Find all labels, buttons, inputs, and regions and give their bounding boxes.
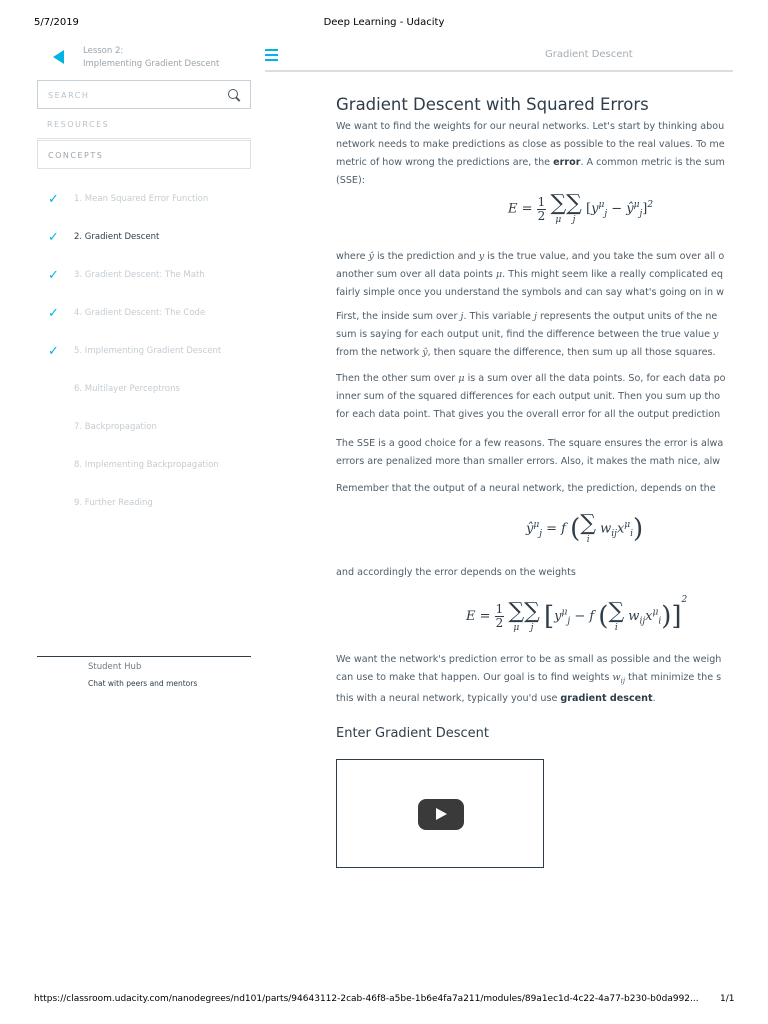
paragraph: First, the inside sum over j. This variable j represents the output units of the ne sum is saying for each output unit, find the difference between the true value y from the network ŷ, then square the difference, then sum up all those squares.	[336, 311, 719, 358]
concept-item[interactable]	[48, 269, 248, 285]
concepts-tab[interactable]	[37, 140, 251, 169]
divider	[37, 656, 251, 657]
search-input[interactable]	[37, 80, 251, 109]
print-title: Deep Learning - Udacity	[323, 17, 445, 28]
check-icon: ✓	[48, 344, 59, 359]
concept-label: 6. Multilayer Perceptrons	[74, 384, 180, 394]
hamburger-menu-icon[interactable]	[265, 49, 278, 64]
concepts-label: CONCEPTS	[48, 151, 104, 160]
concept-item[interactable]	[48, 459, 248, 475]
paragraph: Then the other sum over μ is a sum over all the data points. So, for each data po inner sum of the squared differences for each output unit. Then you sum up tho for each data point. That gives you the overall error for all the output prediction	[336, 373, 726, 420]
concept-label: 9. Further Reading	[74, 498, 153, 508]
check-icon: ✓	[48, 268, 59, 283]
paragraph: We want the network's prediction error to be as small as possible and the weigh can use to make that happen. Our goal is to find weights $w_{ij}$ that minimize the s this with a neural network, typically you'd use gradient descent.	[336, 654, 722, 704]
concept-item[interactable]	[48, 497, 248, 513]
print-page-number: 1/1	[720, 994, 735, 1004]
check-icon: ✓	[48, 192, 59, 207]
video-player[interactable]	[336, 759, 544, 868]
student-hub-subtitle: Chat with peers and mentors	[88, 679, 198, 688]
resources-label: RESOURCES	[47, 120, 110, 129]
concept-label: 7. Backpropagation	[74, 422, 157, 432]
lesson-title: Implementing Gradient Descent	[83, 59, 220, 69]
resources-tab[interactable]	[37, 110, 251, 139]
concept-label: 2. Gradient Descent	[74, 232, 160, 242]
concept-item[interactable]	[48, 231, 248, 247]
back-arrow-icon[interactable]	[53, 50, 64, 64]
check-icon: ✓	[48, 306, 59, 321]
equation-sse: E = $\frac{1}{2}$ ∑ μ ∑ j [$y^\mu_j$ − $ŷ^\mu_j]^2$	[508, 191, 654, 225]
paragraph: The SSE is a good choice for a few reasons. The square ensures the error is alwa errors are penalized more than smaller errors. Also, it makes the math nice, alw	[336, 438, 724, 467]
concept-item[interactable]	[48, 193, 248, 209]
concept-label: 8. Implementing Backpropagation	[74, 460, 219, 470]
concept-label: 3. Gradient Descent: The Math	[74, 270, 205, 280]
print-url: https://classroom.udacity.com/nanodegrees/nd101/parts/94643112-2cab-46f8-a5be-1b6e4fa7a211/modules/89a1ec1d-4c22-4a77-b230-b0da992...	[34, 994, 699, 1004]
search-icon[interactable]	[228, 89, 238, 99]
concept-label: 1. Mean Squared Error Function	[74, 194, 209, 204]
concept-item[interactable]	[48, 307, 248, 323]
page-title: Gradient Descent	[545, 49, 633, 60]
paragraph: We want to find the weights for our neural networks. Let's start by thinking abou network needs to make predictions as close as possible to the real values. To me metric of how wrong the predictions are, the error. A common metric is the sum (SSE):	[336, 121, 725, 186]
lesson-label[interactable]	[83, 45, 219, 71]
lesson-number: Lesson 2:	[83, 46, 124, 56]
check-icon: ✓	[48, 230, 59, 245]
search-label: SEARCH	[48, 91, 90, 100]
concept-item[interactable]	[48, 383, 248, 399]
equation-error-weights: E = $\frac{1}{2}$ ∑ μ ∑ j [$y^\mu_j - f$ (∑ i $w_{ij}x^\mu_i)]^2$	[466, 595, 688, 633]
concept-label: 5. Implementing Gradient Descent	[74, 346, 222, 356]
paragraph: where ŷ is the prediction and y is the true value, and you take the sum over all o another sum over all data points μ. This might seem like a really complicated eq fairly simple once you understand the symbols and can say what's going on in w	[336, 251, 725, 298]
concept-item[interactable]	[48, 421, 248, 437]
paragraph: and accordingly the error depends on the weights	[336, 567, 576, 578]
student-hub-link[interactable]: Student Hub	[88, 662, 142, 672]
equation-prediction: $ŷ^\mu_j = f$ (∑ i $w_{ij}x^\mu_i$)	[526, 511, 644, 545]
concept-item[interactable]	[48, 345, 248, 361]
content-subheading: Enter Gradient Descent	[336, 726, 490, 741]
paragraph: Remember that the output of a neural network, the prediction, depends on the	[336, 483, 716, 494]
play-icon[interactable]	[418, 799, 464, 830]
concept-label: 4. Gradient Descent: The Code	[74, 308, 206, 318]
print-date: 5/7/2019	[34, 17, 79, 28]
content-heading: Gradient Descent with Squared Errors	[336, 95, 649, 114]
